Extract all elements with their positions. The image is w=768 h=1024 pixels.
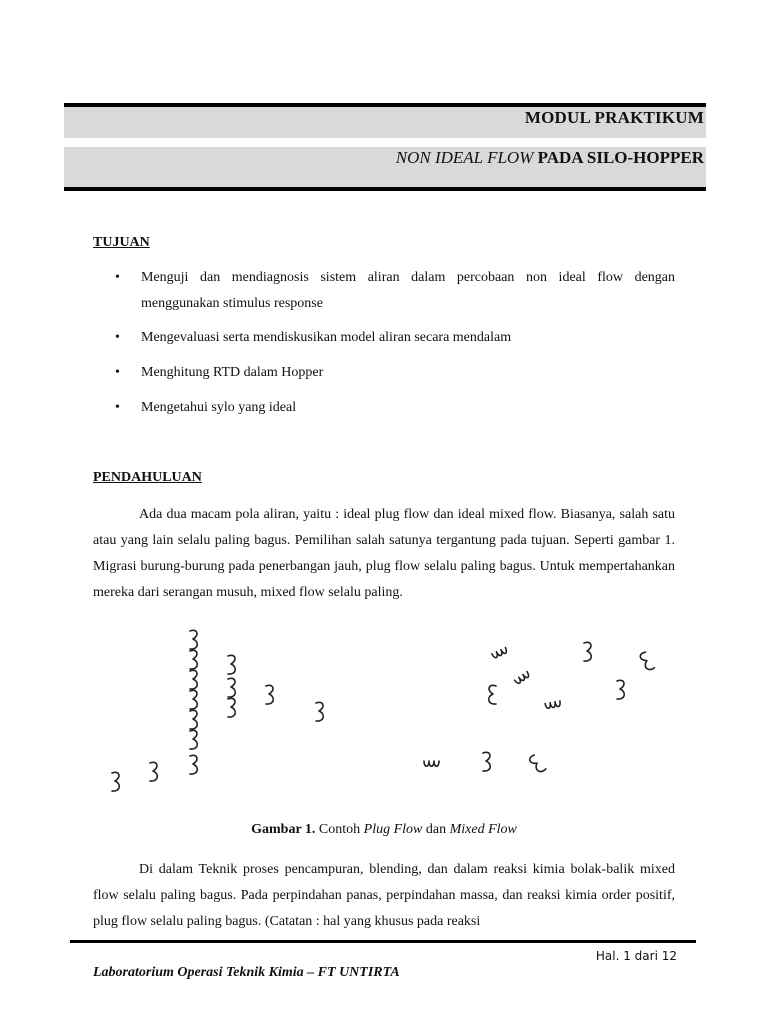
intro-paragraph-text: Ada dua macam pola aliran, yaitu : ideal plug flow dan ideal mixed flow. Biasanya, salah satu atau yang lain selalu paling bagus. Pemilihan salah satunya tergantung pada tujuan. Seperti gambar 1. Migrasi burung-burung pada penerbangan jauh, plug flow selalu paling bagus. Untuk mempertahankan mereka dari serangan musuh, mixed flow selalu paling. (93, 507, 675, 600)
pendahuluan-heading: PENDAHULUAN (93, 470, 202, 485)
plug-flow-birds (112, 630, 323, 791)
tujuan-item (115, 325, 675, 351)
tujuan-item (115, 395, 675, 421)
plug-mixed-flow-illustration (90, 620, 690, 810)
bullet-icon: • (115, 330, 120, 345)
tujuan-item-text: Mengevaluasi serta mendiskusikan model aliran secara mendalam (141, 330, 512, 345)
figure-caption-label: Gambar 1. (251, 822, 316, 837)
mixed-flow-birds (424, 642, 655, 773)
footer-lab-name: Laboratorium Operasi Teknik Kimia – FT UNTIRTA (93, 965, 400, 980)
bullet-icon: • (115, 365, 120, 380)
intro-paragraph (93, 502, 675, 606)
tujuan-heading: TUJUAN (93, 235, 150, 250)
header-bottom-rule (64, 187, 706, 191)
module-subtitle-italic: NON IDEAL FLOW (395, 148, 534, 167)
bullet-icon: • (115, 270, 120, 285)
process-paragraph (93, 857, 675, 935)
module-subtitle-rest: PADA SILO-HOPPER (533, 148, 704, 167)
process-paragraph-text: Di dalam Teknik proses pencampuran, blending, dan dalam reaksi kimia bolak-balik mixed flow selalu paling bagus. Pada perpindahan panas, perpindahan massa, dan reaksi kimia order positif, plug flow selalu paling bagus. (Catatan : hal yang khusus pada reaksi (93, 862, 675, 929)
figure-caption-text: Contoh (315, 822, 364, 837)
figure-caption-text: dan (422, 822, 450, 837)
module-subtitle (396, 148, 704, 168)
module-title: MODUL PRAKTIKUM (524, 108, 704, 127)
figure-caption-mixed: Mixed Flow (449, 822, 517, 837)
page-number: Hal. 1 dari 12 (595, 949, 677, 963)
tujuan-item-text: Menghitung RTD dalam Hopper (141, 365, 324, 380)
bullet-icon: • (115, 400, 120, 415)
figure-caption (0, 822, 768, 838)
figure-caption-plug: Plug Flow (363, 822, 423, 837)
tujuan-item (115, 360, 675, 386)
tujuan-item-text: Menguji dan mendiagnosis sistem aliran dalam percobaan non ideal flow dengan menggunakan stimulus response (141, 270, 675, 311)
tujuan-item-text: Mengetahui sylo yang ideal (141, 400, 297, 415)
tujuan-item (115, 265, 675, 317)
footer-rule (70, 940, 696, 943)
